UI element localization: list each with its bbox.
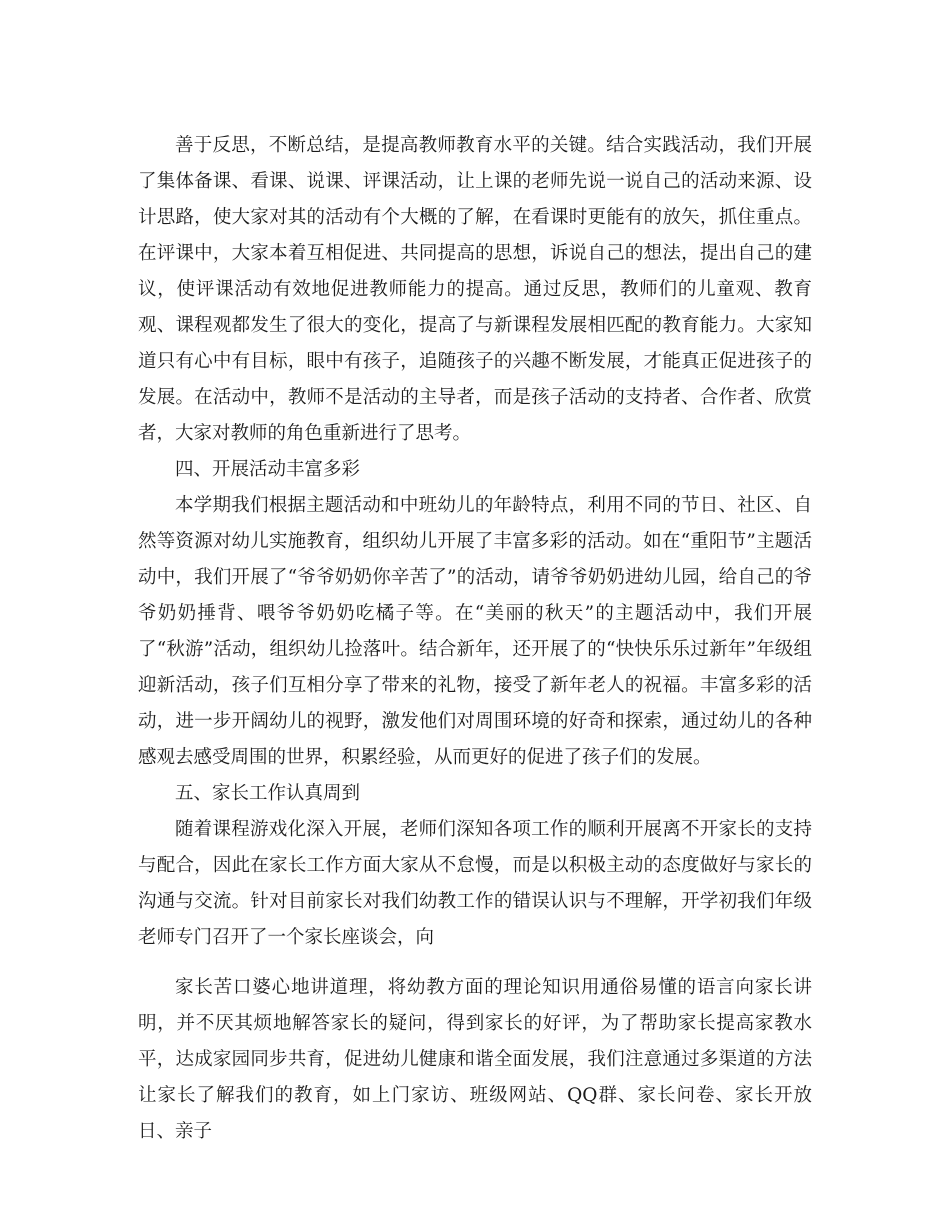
- paragraph-reflection: 善于反思，不断总结，是提高教师教育水平的关键。结合实践活动，我们开展了集体备课、看课、说课、评课活动，让上课的老师先说一说自己的活动来源、设计思路，使大家对其的活动有个大概的了解，在看课时更能有的放矢，抓住重点。在评课中，大家本着互相促进、共同提高的思想，诉说自己的想法，提出自己的建议，使评课活动有效地促进教师能力的提高。通过反思，教师们的儿童观、教育观、课程观都发生了很大的变化，提高了与新课程发展相匹配的教育能力。大家知道只有心中有目标，眼中有孩子，追随孩子的兴趣不断发展，才能真正促进孩子的发展。在活动中，教师不是活动的主导者，而是孩子活动的支持者、合作者、欣赏者，大家对教师的角色重新进行了思考。: [138, 135, 812, 444]
- paragraph-activities: 本学期我们根据主题活动和中班幼儿的年龄特点，利用不同的节日、社区、自然等资源对幼儿实施教育，组织幼儿开展了丰富多彩的活动。如在“重阳节”主题活动中，我们开展了“爷爷奶奶你辛苦了”的活动，请爷爷奶奶进幼儿园，给自己的爷爷奶奶捶背、喂爷爷奶奶吃橘子等。在“美丽的秋天”的主题活动中，我们开展了“秋游”活动，组织幼儿捡落叶。结合新年，还开展了的“快快乐乐过新年”年级组迎新活动，孩子们互相分享了带来的礼物，接受了新年老人的祝福。丰富多彩的活动，进一步开阔幼儿的视野，激发他们对周围环境的好奇和探索，通过幼儿的各种感观去感受周围的世界，积累经验，从而更好的促进了孩子们的发展。: [138, 495, 812, 768]
- document-body: [138, 128, 812, 1150]
- paragraph-parents-intro: 随着课程游戏化深入开展，老师们深知各项工作的顺利开展离不开家长的支持与配合，因此在家长工作方面大家从不怠慢，而是以积极主动的态度做好与家长的沟通与交流。针对目前家长对我们幼教工作的错误认识与不理解，开学初我们年级老师专门召开了一个家长座谈会，向: [138, 819, 812, 948]
- section-heading-activities: 四、开展活动丰富多彩: [175, 459, 361, 480]
- paragraph-parents-continued: 家长苦口婆心地讲道理，将幼教方面的理论知识用通俗易懂的语言向家长讲明，并不厌其烦地解答家长的疑问，得到家长的好评，为了帮助家长提高家教水平，达成家园同步共育，促进幼儿健康和谐全面发展，我们注意通过多渠道的方法让家长了解我们的教育，如上门家访、班级网站、QQ群、家长问卷、家长开放日、亲子: [138, 977, 812, 1142]
- section-heading-parents: 五、家长工作认真周到: [175, 783, 361, 804]
